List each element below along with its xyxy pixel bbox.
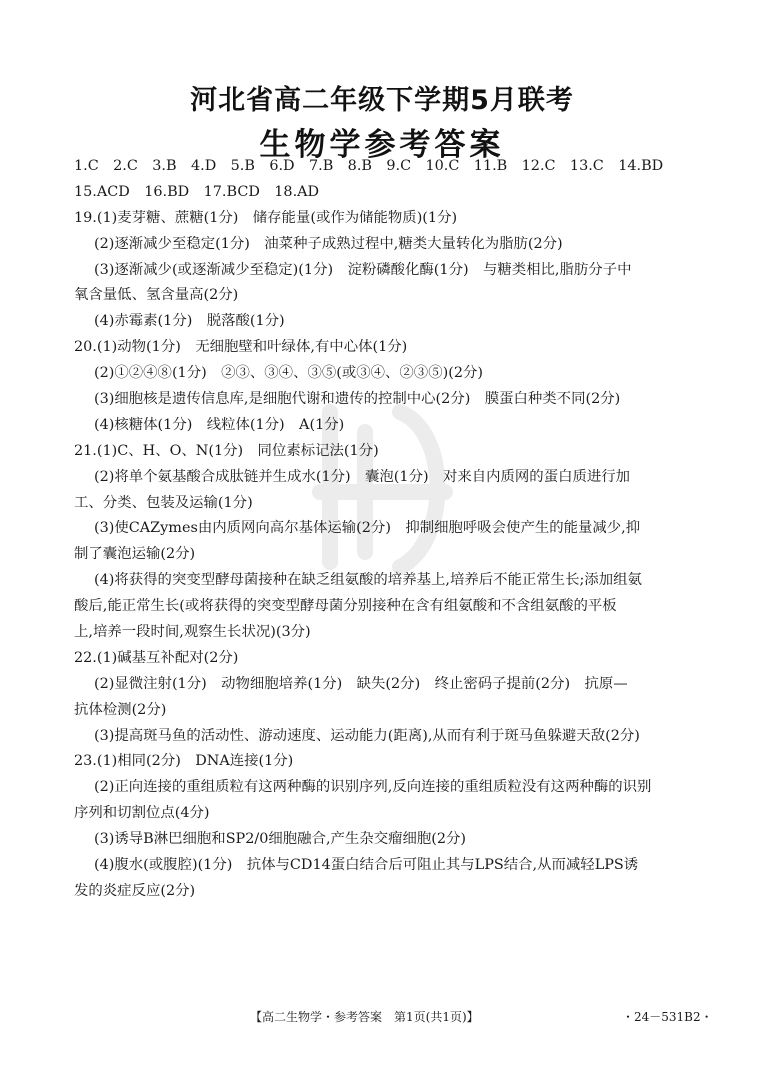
answer-line: 20.(1)动物(1分) 无细胞壁和叶绿体,有中心体(1分)	[74, 339, 408, 356]
answer-line: 氧含量低、氢含量高(2分)	[74, 287, 239, 304]
answer-line: (4)将获得的突变型酵母菌接种在缺乏组氨酸的培养基上,培养后不能正常生长;添加组氨	[94, 572, 642, 589]
answer-list	[74, 154, 694, 905]
answer-line: 制了囊泡运输(2分)	[74, 546, 196, 563]
page-subtitle: 生物学参考答案	[259, 127, 505, 163]
answer-line: (2)正向连接的重组质粒有这两种酶的识别序列,反向连接的重组质粒没有这两种酶的识别	[94, 779, 652, 796]
answer-line: 序列和切割位点(4分)	[74, 805, 210, 822]
answer-line: (2)显微注射(1分) 动物细胞培养(1分) 缺失(2分) 终止密码子提前(2分) 抗原—	[94, 675, 628, 692]
answer-line: 发的炎症反应(2分)	[74, 882, 196, 899]
answer-line: (4)核糖体(1分) 线粒体(1分) A(1分)	[94, 416, 345, 433]
footer-exam-code: ・24－531B2・	[622, 1010, 713, 1024]
answer-line: (2)将单个氨基酸合成肽链并生成水(1分) 囊泡(1分) 对来自内质网的蛋白质进行加	[94, 468, 631, 485]
answer-line: 19.(1)麦芽糖、蔗糖(1分) 储存能量(或作为储能物质)(1分)	[74, 209, 458, 226]
answer-line: (4)腹水(或腹腔)(1分) 抗体与CD14蛋白结合后可阻止其与LPS结合,从而减轻LPS诱	[94, 857, 639, 874]
answer-line: 15.ACD 16.BD 17.BCD 18.AD	[74, 183, 320, 200]
footer-page-info: 【高二生物学・参考答案 第1页(共1页)】	[250, 1010, 479, 1024]
answer-line: 上,培养一段时间,观察生长状况)(3分)	[74, 624, 311, 641]
answer-line: (3)诱导B淋巴细胞和SP2/0细胞融合,产生杂交瘤细胞(2分)	[94, 831, 467, 848]
answer-line: 22.(1)碱基互补配对(2分)	[74, 649, 239, 666]
page-title: 河北省高二年级下学期5月联考	[190, 85, 574, 116]
answer-line: (3)使CAZymes由内质网向高尔基体运输(2分) 抑制细胞呼吸会使产生的能量减少,抑	[94, 520, 641, 537]
answer-line: (3)提高斑马鱼的活动性、游动速度、运动能力(距离),从而有利于斑马鱼躲避天敌(2分)	[94, 727, 640, 744]
answer-line: (2)逐渐减少至稳定(1分) 油菜种子成熟过程中,糖类大量转化为脂肪(2分)	[94, 235, 563, 252]
answer-line: (2)①②④⑧(1分) ②③、③④、③⑤(或③④、②③⑤)(2分)	[94, 365, 483, 382]
answer-line: 工、分类、包装及运输(1分)	[74, 494, 253, 511]
answer-line: (3)细胞核是遗传信息库,是细胞代谢和遗传的控制中心(2分) 膜蛋白种类不同(2分)	[94, 391, 621, 408]
answer-line: (4)赤霉素(1分) 脱落酸(1分)	[94, 313, 285, 330]
answer-line: 抗体检测(2分)	[74, 701, 167, 718]
answer-line: 1.C 2.C 3.B 4.D 5.B 6.D 7.B 8.B 9.C 10.C 11.B 12.C 13.C 14.BD	[74, 158, 664, 174]
answer-line: 酸后,能正常生长(或将获得的突变型酵母菌分别接种在含有组氨酸和不含组氨酸的平板	[74, 598, 617, 615]
answer-line: (3)逐渐减少(或逐渐减少至稳定)(1分) 淀粉磷酸化酶(1分) 与糖类相比,脂肪分子中	[94, 261, 632, 278]
answer-line: 21.(1)C、H、O、N(1分) 同位素标记法(1分)	[74, 442, 379, 459]
page-footer	[0, 1008, 764, 1028]
answer-line: 23.(1)相同(2分) DNA连接(1分)	[74, 753, 294, 770]
